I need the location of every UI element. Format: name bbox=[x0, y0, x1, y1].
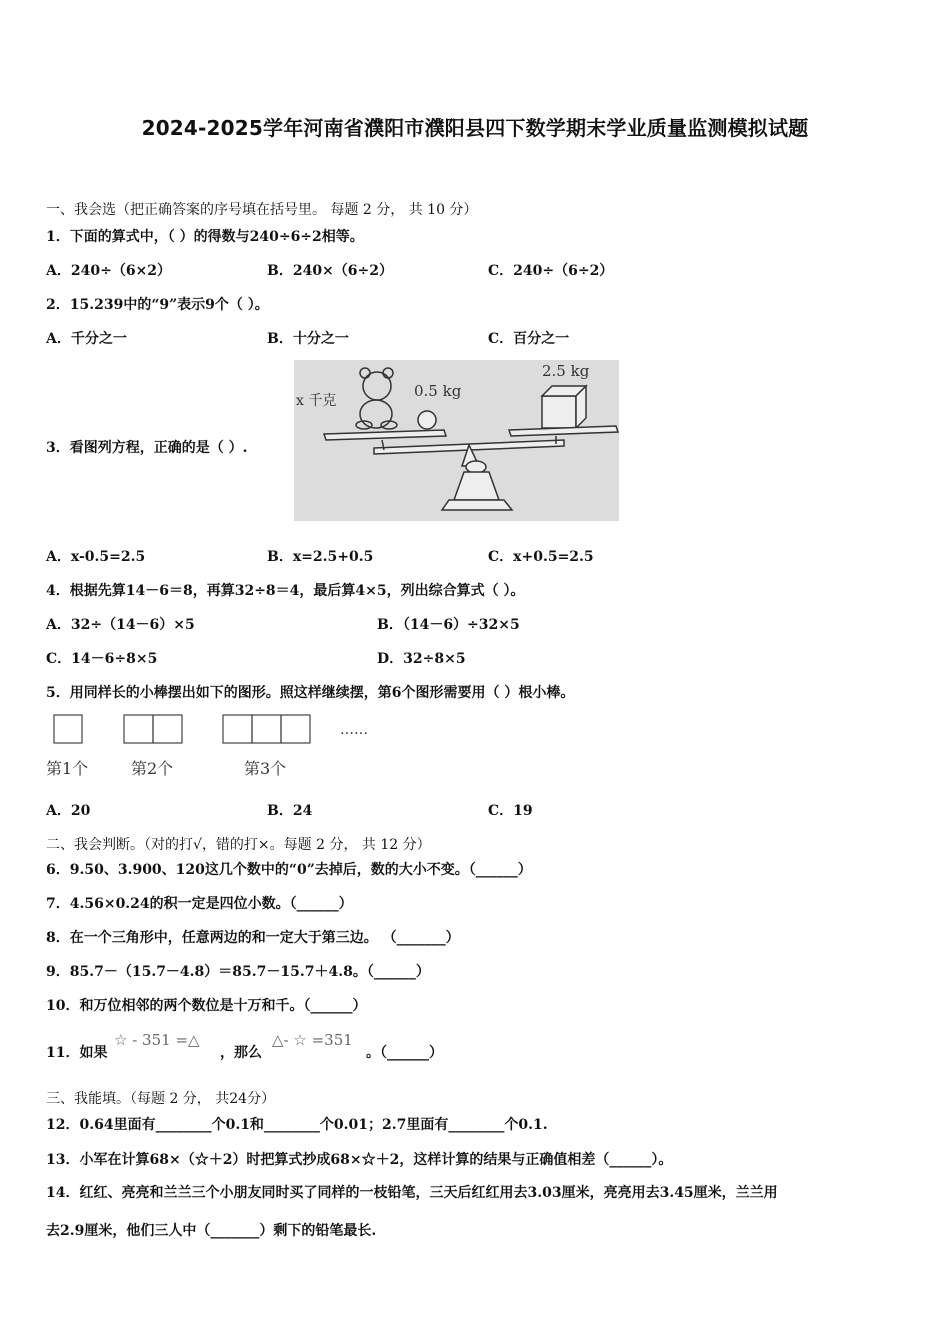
q2-option-c: C．百分之一 bbox=[488, 331, 570, 347]
q6: 6．9.50、3.900、120这几个数中的“0”去掉后，数的大小不变。（______） bbox=[46, 862, 532, 878]
figure-label-3: 第3个 bbox=[244, 759, 287, 778]
q11-part1: 11．如果 bbox=[46, 1045, 108, 1061]
q11-expr2: △- ☆ =351 bbox=[272, 1031, 353, 1049]
q3-option-a: A．x-0.5=2.5 bbox=[46, 549, 146, 565]
q11-part2: ，那么 bbox=[220, 1045, 262, 1061]
q11-part3: 。（______） bbox=[366, 1045, 443, 1061]
q1-option-c: C．240÷（6÷2） bbox=[488, 263, 614, 279]
q3-option-c: C．x+0.5=2.5 bbox=[488, 549, 594, 565]
figure-label-1: 第1个 bbox=[46, 759, 89, 778]
q4-option-d: D．32÷8×5 bbox=[377, 651, 466, 667]
q2-option-a: A．千分之一 bbox=[46, 331, 127, 347]
section2-header: 二、我会判断。（对的打√，错的打×。每题 2 分， 共 12 分） bbox=[46, 837, 431, 853]
q10: 10．和万位相邻的两个数位是十万和千。（______） bbox=[46, 998, 367, 1014]
q1-stem: 1．下面的算式中，（ ）的得数与240÷6÷2相等。 bbox=[46, 229, 364, 245]
q7: 7．4.56×0.24的积一定是四位小数。（______） bbox=[46, 896, 353, 912]
figure-label-2: 第2个 bbox=[131, 759, 174, 778]
box-icon bbox=[542, 386, 586, 428]
q4-option-a: A．32÷（14－6）×5 bbox=[46, 617, 195, 633]
q5-option-a: A．20 bbox=[46, 803, 91, 819]
page-title: 2024-2025学年河南省濮阳市濮阳县四下数学期末学业质量监测模拟试题 bbox=[141, 116, 809, 140]
figure-3-square-2 bbox=[252, 715, 281, 743]
fig-mid-label: 0.5 kg bbox=[414, 382, 462, 400]
figure-1-square bbox=[54, 715, 82, 743]
q2-stem: 2．15.239中的“9”表示9个（ ）。 bbox=[46, 297, 269, 313]
q14-line2: 去2.9厘米，他们三人中（_______）剩下的铅笔最长. bbox=[46, 1223, 377, 1239]
figure-2-square-1 bbox=[124, 715, 153, 743]
figure-3-square-1 bbox=[223, 715, 252, 743]
q13: 13．小军在计算68×（☆＋2）时把算式抄成68×☆＋2，这样计算的结果与正确值相差（______）。 bbox=[46, 1152, 673, 1168]
q5-option-c: C．19 bbox=[488, 803, 533, 819]
figure-3-square-3 bbox=[281, 715, 310, 743]
q14-line1: 14．红红、亮亮和兰兰三个小朋友同时买了同样的一枝铅笔，三天后红红用去3.03厘米，亮亮用去3.45厘米，兰兰用 bbox=[46, 1185, 778, 1201]
q5-option-b: B．24 bbox=[267, 803, 313, 819]
ball-icon bbox=[418, 411, 436, 429]
q1-option-a: A．240÷（6×2） bbox=[46, 263, 172, 279]
section1-header: 一、我会选（把正确答案的序号填在括号里。 每题 2 分， 共 10 分） bbox=[46, 202, 478, 218]
q1-option-b: B．240×（6÷2） bbox=[267, 263, 393, 279]
q5-stem: 5．用同样长的小棒摆出如下的图形。照这样继续摆，第6个图形需要用（ ）根小棒。 bbox=[46, 685, 575, 701]
balance-scale-figure bbox=[294, 360, 619, 521]
q8: 8．在一个三角形中，任意两边的和一定大于第三边。 （_______） bbox=[46, 930, 460, 946]
section3-header: 三、我能填。（每题 2 分， 共24分） bbox=[46, 1091, 276, 1107]
fig-x-label: x 千克 bbox=[296, 393, 337, 409]
q4-stem: 4．根据先算14－6＝8，再算32÷8＝4，最后算4×5，列出综合算式（ ）。 bbox=[46, 583, 525, 599]
q2-option-b: B．十分之一 bbox=[267, 331, 349, 347]
figure-2-square-2 bbox=[153, 715, 182, 743]
q9: 9．85.7－（15.7－4.8）＝85.7－15.7＋4.8。（______） bbox=[46, 964, 430, 980]
q3-option-b: B．x=2.5+0.5 bbox=[267, 549, 374, 565]
fig-right-label: 2.5 kg bbox=[542, 362, 590, 380]
q4-option-c: C．14－6÷8×5 bbox=[46, 651, 158, 667]
q3-stem: 3．看图列方程，正确的是（ ）. bbox=[46, 440, 248, 456]
q11-expr1: ☆ - 351 =△ bbox=[114, 1031, 200, 1049]
q4-option-b: B．（14－6）÷32×5 bbox=[377, 617, 520, 633]
figure-ellipsis: …… bbox=[340, 722, 368, 738]
q12: 12．0.64里面有________个0.1和________个0.01；2.7里面有________个0.1. bbox=[46, 1117, 548, 1133]
stick-squares-figure bbox=[46, 712, 386, 748]
